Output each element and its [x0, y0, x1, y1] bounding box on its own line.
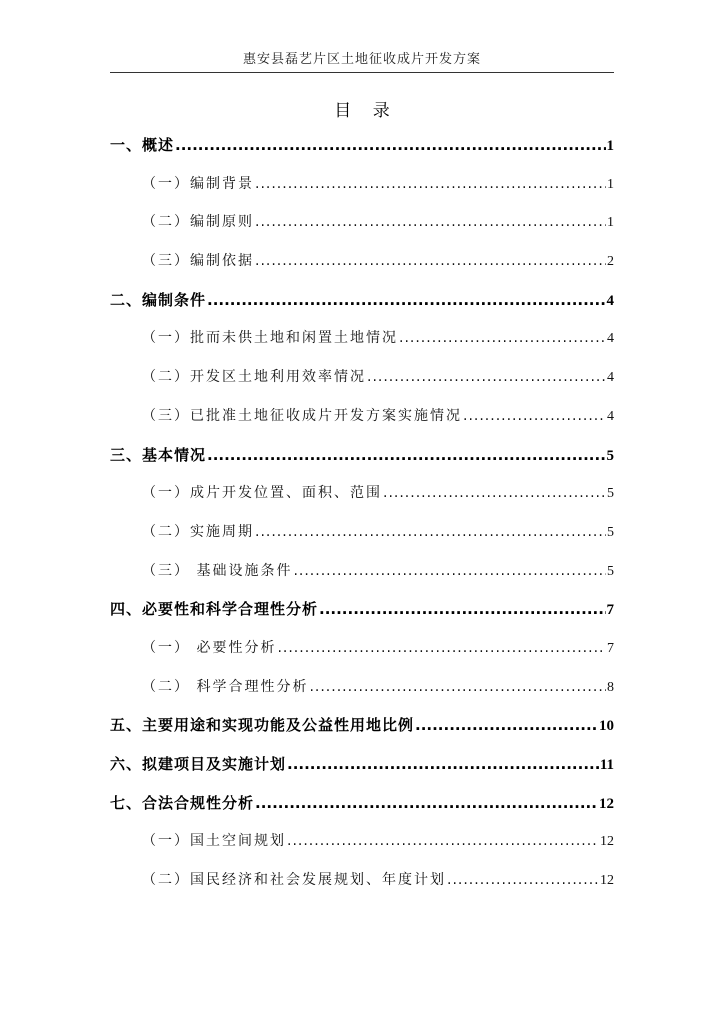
toc-entry-label: 三、基本情况	[110, 445, 207, 464]
dot-leader	[207, 281, 605, 320]
toc-entry-label: （二）实施周期	[142, 523, 254, 540]
dot-leader	[319, 590, 605, 629]
toc-subsection-2-2[interactable]	[110, 358, 614, 397]
toc-entry-label: （一）批而未供土地和闲置土地情况	[142, 330, 398, 347]
toc-entry-label: （三） 基础设施条件	[142, 562, 293, 579]
toc-page-number: 4	[607, 408, 614, 424]
toc-entry-label: （二）开发区土地利用效率情况	[142, 369, 366, 386]
toc-section-2[interactable]	[110, 281, 614, 320]
toc-subsection-1-2[interactable]	[110, 203, 614, 242]
toc-page-number: 5	[607, 524, 614, 540]
dot-leader	[367, 358, 606, 397]
toc-page-number: 2	[607, 254, 614, 270]
toc-page-number: 7	[607, 640, 614, 656]
dot-leader	[207, 436, 605, 475]
dot-leader	[255, 242, 606, 281]
dot-leader	[383, 474, 606, 513]
toc-subsection-4-1[interactable]	[110, 629, 614, 668]
toc-page-number: 7	[606, 602, 614, 619]
toc-subsection-3-1[interactable]	[110, 474, 614, 513]
toc-entry-label: 一、概述	[110, 136, 175, 154]
toc-subsection-1-3[interactable]	[110, 242, 614, 281]
header-rule	[110, 72, 614, 73]
toc-entry-label: （一）编制背景	[142, 175, 254, 192]
toc-section-4[interactable]	[110, 590, 614, 629]
toc-subsection-4-2[interactable]	[110, 668, 614, 707]
toc-entry-label: 七、合法合规性分析	[110, 793, 255, 812]
toc-page-number: 4	[607, 331, 614, 347]
toc-subsection-7-1[interactable]	[110, 822, 614, 861]
toc-page-number: 4	[606, 292, 614, 309]
toc-entry-label: 六、拟建项目及实施计划	[110, 755, 287, 773]
dot-leader	[255, 513, 606, 552]
toc-subsection-1-1[interactable]	[110, 165, 614, 204]
toc-subsection-3-2[interactable]	[110, 513, 614, 552]
dot-leader	[293, 552, 606, 591]
toc-subsection-2-3[interactable]	[110, 397, 614, 436]
toc-entry-label: 二、编制条件	[110, 290, 207, 309]
toc-section-7[interactable]	[110, 784, 614, 823]
toc-entry-label: （一） 必要性分析	[142, 639, 277, 656]
toc-page-number: 11	[599, 757, 614, 773]
dot-leader	[287, 745, 599, 784]
toc-page-number: 5	[606, 447, 614, 464]
dot-leader	[255, 165, 606, 204]
toc-page-number: 12	[600, 873, 614, 889]
toc-page-number: 1	[607, 215, 614, 231]
toc-page-number: 1	[607, 176, 614, 192]
toc-subsection-2-1[interactable]	[110, 319, 614, 358]
toc-subsection-7-2[interactable]	[110, 861, 614, 900]
toc-section-6[interactable]	[110, 745, 614, 784]
toc-page-number: 12	[600, 834, 614, 850]
dot-leader	[309, 668, 606, 707]
toc-title: 目 录	[334, 101, 398, 121]
table-of-contents	[110, 126, 614, 900]
dot-leader	[175, 126, 605, 165]
toc-entry-label: （一）成片开发位置、面积、范围	[142, 485, 382, 502]
toc-entry-label: 四、必要性和科学合理性分析	[110, 600, 319, 619]
toc-entry-label: （三）编制依据	[142, 253, 254, 270]
dot-leader	[255, 784, 598, 823]
dot-leader	[287, 822, 599, 861]
toc-page-number: 5	[607, 563, 614, 579]
dot-leader	[447, 861, 599, 900]
dot-leader	[277, 629, 606, 668]
toc-page-number: 8	[607, 679, 614, 695]
toc-entry-label: （二）国民经济和社会发展规划、年度计划	[142, 872, 446, 889]
toc-page-number: 4	[607, 370, 614, 386]
toc-subsection-3-3[interactable]	[110, 552, 614, 591]
toc-section-1[interactable]	[110, 126, 614, 165]
toc-page-number: 10	[599, 718, 614, 735]
toc-entry-label: （二）编制原则	[142, 214, 254, 231]
toc-entry-label: 五、主要用途和实现功能及公益性用地比例	[110, 716, 415, 735]
running-header: 惠安县磊艺片区土地征收成片开发方案	[242, 52, 481, 67]
dot-leader	[463, 397, 606, 436]
toc-section-3[interactable]	[110, 436, 614, 475]
toc-page-number: 1	[606, 138, 614, 154]
toc-entry-label: （一）国土空间规划	[142, 833, 286, 850]
toc-page-number: 5	[607, 486, 614, 502]
dot-leader	[255, 203, 606, 242]
dot-leader	[415, 706, 598, 745]
toc-entry-label: （二） 科学合理性分析	[142, 678, 309, 695]
toc-section-5[interactable]	[110, 706, 614, 745]
dot-leader	[399, 319, 606, 358]
toc-page-number: 12	[599, 795, 614, 812]
toc-entry-label: （三）已批准土地征收成片开发方案实施情况	[142, 407, 462, 424]
